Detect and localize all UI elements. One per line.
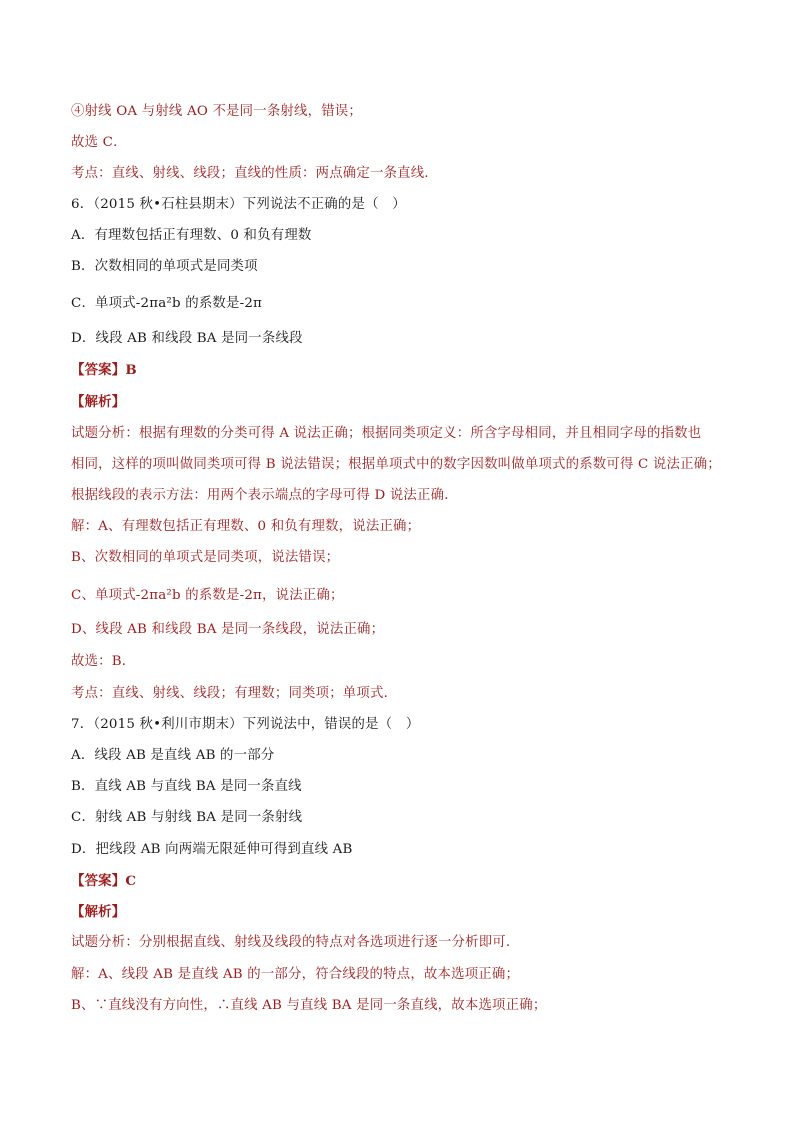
question-6-analysis-heading: 【解析】 <box>71 394 126 410</box>
question-7-option-a: A．线段 AB 是直线 AB 的一部分 <box>71 748 275 763</box>
question-7-option-b: B．直线 AB 与直线 BA 是同一条直线 <box>71 779 302 794</box>
question-6-option-b: B．次数相同的单项式是同类项 <box>71 259 258 274</box>
question-7-option-c: C．射线 AB 与射线 BA 是同一条射线 <box>71 810 303 825</box>
question-6-option-d: D．线段 AB 和线段 BA 是同一条线段 <box>71 331 303 346</box>
text-line-1: ④射线 OA 与射线 AO 不是同一条射线，错误； <box>71 104 362 119</box>
solution-line-c: C、单项式-2πa²b 的系数是-2π，说法正确； <box>71 588 344 603</box>
analysis-line-1: 试题分析：根据有理数的分类可得 A 说法正确；根据同类项定义：所含字母相同，并且相同字母的指数也 <box>71 426 702 441</box>
knowledge-points: 考点：直线、射线、线段；有理数；同类项；单项式． <box>71 686 398 701</box>
solution-line-d: D、线段 AB 和线段 BA 是同一条线段，说法正确； <box>71 622 385 637</box>
analysis-line-2: 相同，这样的项叫做同类项可得 B 说法错误；根据单项式中的数字因数叫做单项式的系数可得 C 说法正确； <box>71 457 721 472</box>
analysis-line-3: 根据线段的表示方法：用两个表示端点的字母可得 D 说法正确． <box>71 488 458 503</box>
question-7-stem: 7．（2015 秋•利川市期末）下列说法中，错误的是（ ） <box>71 717 420 732</box>
analysis-7-line-1: 试题分析：分别根据直线、射线及线段的特点对各选项进行逐一分析即可． <box>71 935 520 950</box>
solution-choice: 故选：B． <box>71 654 136 669</box>
solution-line-a: 解：A、有理数包括正有理数、0 和负有理数，说法正确； <box>71 519 421 534</box>
solution-7-line-b: B、∵直线没有方向性，∴直线 AB 与直线 BA 是同一条直线，故本选项正确； <box>71 998 547 1013</box>
question-7-analysis-heading: 【解析】 <box>71 904 126 920</box>
question-7-option-d: D．把线段 AB 向两端无限延伸可得到直线 AB <box>71 842 353 857</box>
question-6-option-c: C．单项式-2πa²b 的系数是-2π <box>71 296 263 311</box>
question-6-option-a: A．有理数包括正有理数、0 和负有理数 <box>71 228 312 243</box>
text-line-3: 考点：直线、射线、线段；直线的性质：两点确定一条直线． <box>71 166 438 181</box>
solution-line-b: B、次数相同的单项式是同类项，说法错误； <box>71 550 340 565</box>
question-7-answer: 【答案】C <box>71 873 137 889</box>
solution-7-line-a: 解：A、线段 AB 是直线 AB 的一部分，符合线段的特点，故本选项正确； <box>71 967 520 982</box>
question-6-stem: 6．（2015 秋•石柱县期末）下列说法不正确的是（ ） <box>71 197 406 212</box>
question-6-answer: 【答案】B <box>71 362 137 378</box>
text-line-2: 故选 C． <box>71 135 127 150</box>
